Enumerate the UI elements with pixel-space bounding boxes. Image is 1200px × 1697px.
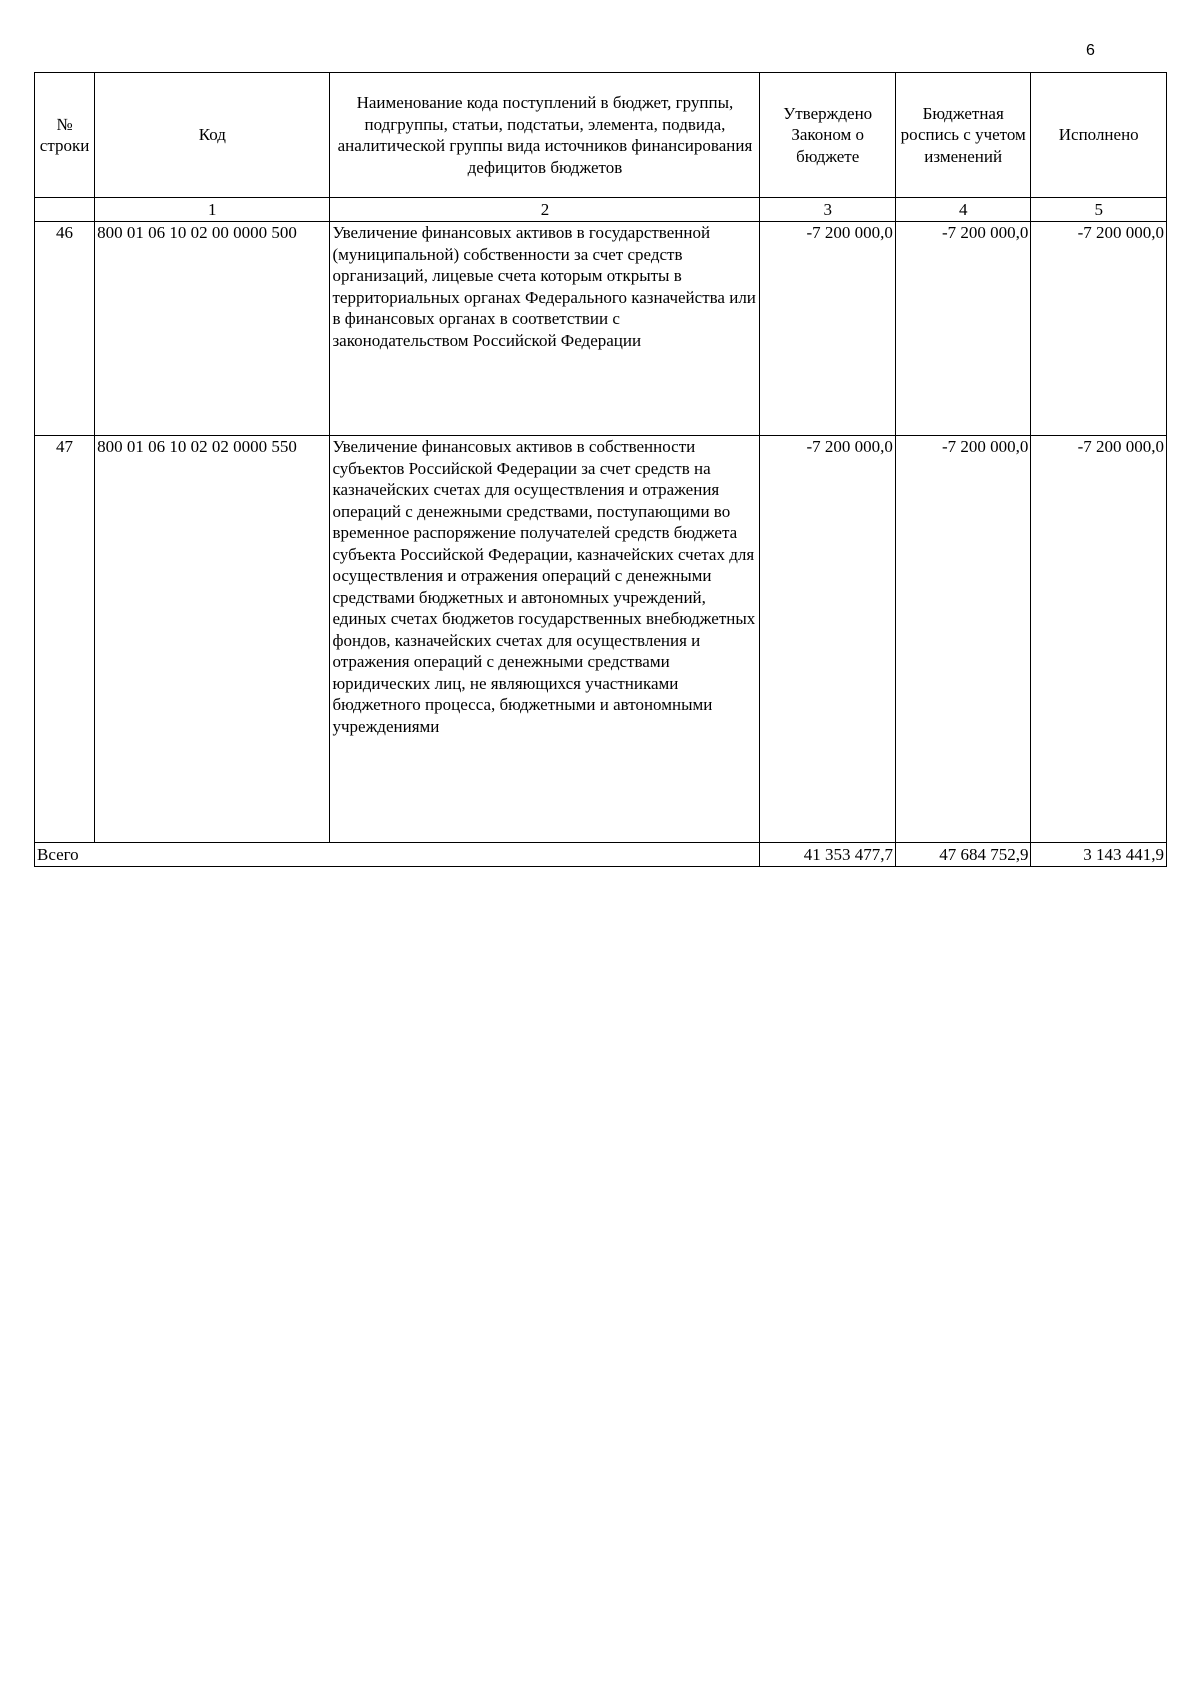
header-name: Наименование кода поступлений в бюджет, группы, подгруппы, статьи, подстатьи, элемента, подвида, аналитической группы вида источников финансирования дефицитов бюджетов [330,73,760,198]
total-approved: 41 353 477,7 [760,843,896,867]
sources-table [34,72,1167,867]
header-approved: Утверждено Законом о бюджете [760,73,896,198]
row-name: Увеличение финансовых активов в государственной (муниципальной) собственности за счет средств организаций, лицевые счета которым открыты в территориальных органах Федерального казначейства или в финансовых органах в соответствии с законодательством Российской Федерации [330,222,760,436]
table-row [35,436,1167,843]
table-row [35,222,1167,436]
total-row [35,843,1167,867]
row-approved: -7 200 000,0 [760,222,896,436]
total-budget-schedule: 47 684 752,9 [895,843,1031,867]
column-number: 2 [330,198,760,222]
row-number: 46 [35,222,95,436]
row-name: Увеличение финансовых активов в собственности субъектов Российской Федерации за счет средств на казначейских счетах для осуществления и отражения операций с денежными средствами, поступающими во временное распоряжение получателей средств бюджета субъекта Российской Федерации, казначейских счетах для осуществления и отражения операций с денежными средствами бюджетных и автономных учреждений, единых счетах бюджетов государственных внебюджетных фондов, казначейских счетах для осуществления и отражения операций с денежными средствами юридических лиц, не являющихся участниками бюджетного процесса, бюджетными и автономными учреждениями [330,436,760,843]
column-number: 1 [95,198,330,222]
column-number: 4 [895,198,1031,222]
column-number-blank [35,198,95,222]
row-code: 800 01 06 10 02 02 0000 550 [95,436,330,843]
column-number: 5 [1031,198,1167,222]
header-executed: Исполнено [1031,73,1167,198]
page-number: 6 [1086,42,1095,59]
header-row-no: № строки [35,73,95,198]
total-label: Всего [35,843,760,867]
row-budget-schedule: -7 200 000,0 [895,222,1031,436]
header-code: Код [95,73,330,198]
total-executed: 3 143 441,9 [1031,843,1167,867]
row-approved: -7 200 000,0 [760,436,896,843]
row-code: 800 01 06 10 02 00 0000 500 [95,222,330,436]
row-number: 47 [35,436,95,843]
row-executed: -7 200 000,0 [1031,222,1167,436]
row-budget-schedule: -7 200 000,0 [895,436,1031,843]
header-budget-schedule: Бюджетная роспись с учетом изменений [895,73,1031,198]
column-number: 3 [760,198,896,222]
row-executed: -7 200 000,0 [1031,436,1167,843]
column-numbers-row [35,198,1167,222]
table-header-row [35,73,1167,198]
